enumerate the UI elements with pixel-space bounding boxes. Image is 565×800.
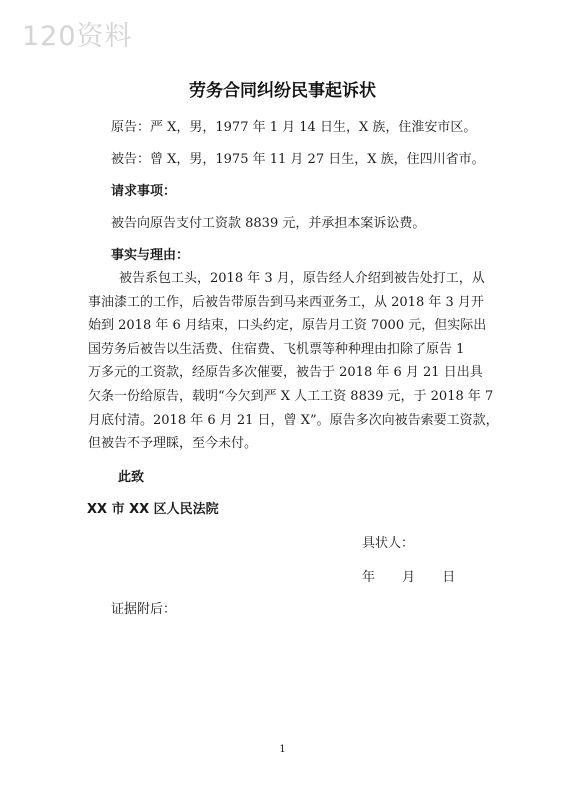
facts-line: 事油漆工的工作，后被告带原告到马来西亚务工，从 2018 年 3 月开 [88, 294, 484, 310]
plaintiff-info: 原告：严 X，男，1977 年 1 月 14 日生，X 族，住淮安市区。 [111, 120, 477, 135]
date-month: 月 [402, 570, 416, 585]
closing-salutation: 此致 [118, 470, 145, 485]
facts-line: 国劳务后被告以生活费、住宿费、飞机票等种种理由扣除了原告 1 [88, 341, 465, 357]
page-number: 1 [279, 744, 286, 755]
date-year: 年 [362, 570, 376, 585]
facts-line: 被告系包工头，2018 年 3 月，原告经人介绍到被告处打工，从 [106, 271, 485, 286]
document-title: 劳务合同纠纷民事起诉状 [189, 81, 376, 101]
evidence-label: 证据附后： [111, 602, 177, 617]
facts-heading: 事实与理由： [111, 248, 190, 263]
facts-line: 万多元的工资款，经原告多次催要，被告于 2018 年 6 月 21 日出具 [88, 365, 483, 381]
court-name: XX 市 XX 区人民法院 [87, 502, 219, 517]
facts-line: 始到 2018 年 6 月结束，口头约定，原告月工资 7000 元，但实际出 [88, 318, 487, 334]
facts-line: 月底付清。2018 年 6 月 21 日，曾 X”。原告多次向被告索要工资款， [88, 412, 499, 428]
date-line [362, 566, 478, 585]
defendant-info: 被告：曾 X，男，1975 年 11 月 27 日生，X 族，住四川省市。 [111, 152, 485, 167]
facts-paragraph [88, 267, 499, 456]
facts-line: 欠条一份给原告，载明“今欠到严 X 人工工资 8839 元，于 2018 年 7 [88, 388, 494, 404]
claims-heading: 请求事项： [111, 184, 177, 199]
watermark-logo: 120资料 [22, 21, 133, 52]
facts-line: 但被告不予理睬，至今未付。 [88, 436, 258, 452]
claims-text: 被告向原告支付工资款 8839 元，并承担本案诉讼费。 [111, 216, 426, 231]
date-day: 日 [442, 570, 456, 585]
signature-label: 具状人： [362, 536, 415, 551]
